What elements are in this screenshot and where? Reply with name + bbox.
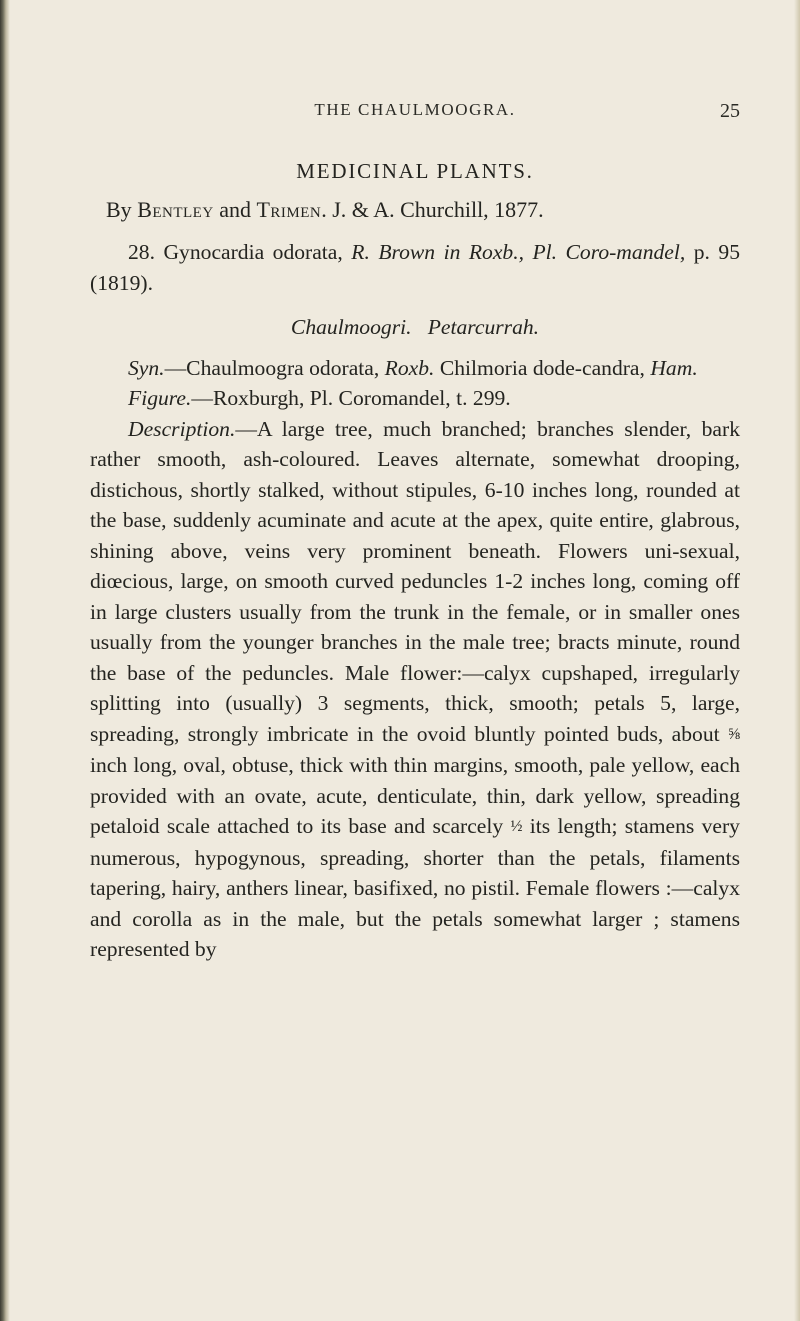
page-edge: [794, 0, 800, 1321]
entry-name: 28. Gynocardia odorata,: [128, 240, 352, 264]
author-trimen: Trimen: [256, 196, 322, 222]
synonyms-label: Syn.: [128, 355, 165, 380]
description-paragraph: [90, 414, 740, 965]
byline-and: and: [213, 196, 257, 222]
vernacular-name-1: Chaulmoogri.: [290, 315, 412, 339]
vernacular-names: [90, 312, 740, 343]
description-text-1: —A large tree, much branched; branches slender, bark rather smooth, ash-coloured. Leaves alternate, somewhat drooping, distichous, shortly stalked, without stipules, 6-10 inches long, rounded at the base, suddenly acuminate and acute at the apex, quite entire, glabrous, shining above, veins very prominent beneath. Flowers uni-sexual, diœcious, large, on smooth curved peduncles 1-2 inches long, coming off in large clusters usually from the trunk in the female, or in smaller ones usually from the younger branches in the male tree; bracts minute, round the base of the peduncles. Male flower:—calyx cupshaped, irregularly splitting into (usually) 3 segments, thick, smooth; petals 5, large, spreading, strongly imbricate in the ovoid bluntly pointed buds, about: [90, 416, 740, 746]
description-label: Description.: [128, 416, 236, 441]
book-spine-shadow: [0, 0, 10, 1321]
fraction-one-half: ½: [510, 818, 523, 835]
figure-text: —Roxburgh, Pl. Coromandel, t. 299.: [191, 386, 511, 410]
synonyms-authority-2: Ham.: [650, 355, 698, 380]
byline-prefix: By: [106, 196, 138, 222]
synonyms-text-2: Chilmoria dode-candra,: [434, 355, 651, 380]
author-bentley: Bentley: [137, 196, 214, 222]
description-text-2: inch long, oval, obtuse, thick with thin margins, smooth, pale yellow, each provided with an ovate, acute, denticulate, thin, dark yellow, spreading petaloid scale attached to its base and scarcely: [90, 753, 740, 838]
byline-publisher: . J. & A. Churchill, 1877.: [321, 196, 544, 222]
running-head: [90, 100, 740, 122]
entry-authority: R. Brown in Roxb., Pl. Coro-mandel,: [351, 240, 686, 264]
vernacular-name-2: Petarcurrah.: [427, 315, 540, 339]
byline: [90, 195, 740, 226]
synonyms-authority-1: Roxb.: [384, 355, 435, 380]
running-head-title: THE CHAULMOOGRA.: [314, 100, 516, 119]
section-heading: MEDICINAL PLANTS.: [296, 159, 534, 183]
entry-page-ref: p. 95 (1819).: [90, 240, 740, 295]
description-text-3: its length; stamens very numerous, hypogynous, spreading, shorter than the petals, filaments tapering, hairy, anthers linear, basifixed, no pistil. Female flowers :—calyx and corolla as in the male, but the petals somewhat larger ; stamens represented by: [90, 814, 740, 961]
figure-label: Figure.: [128, 386, 192, 410]
synonyms-paragraph: [90, 353, 740, 384]
page-number: 25: [720, 100, 740, 122]
synonyms-text-1: —Chaulmoogra odorata,: [164, 355, 385, 380]
figure-paragraph: [90, 383, 740, 414]
page-body: [90, 150, 740, 965]
fraction-five-eighths: ⅝: [728, 725, 740, 743]
entry-heading: [90, 237, 740, 298]
